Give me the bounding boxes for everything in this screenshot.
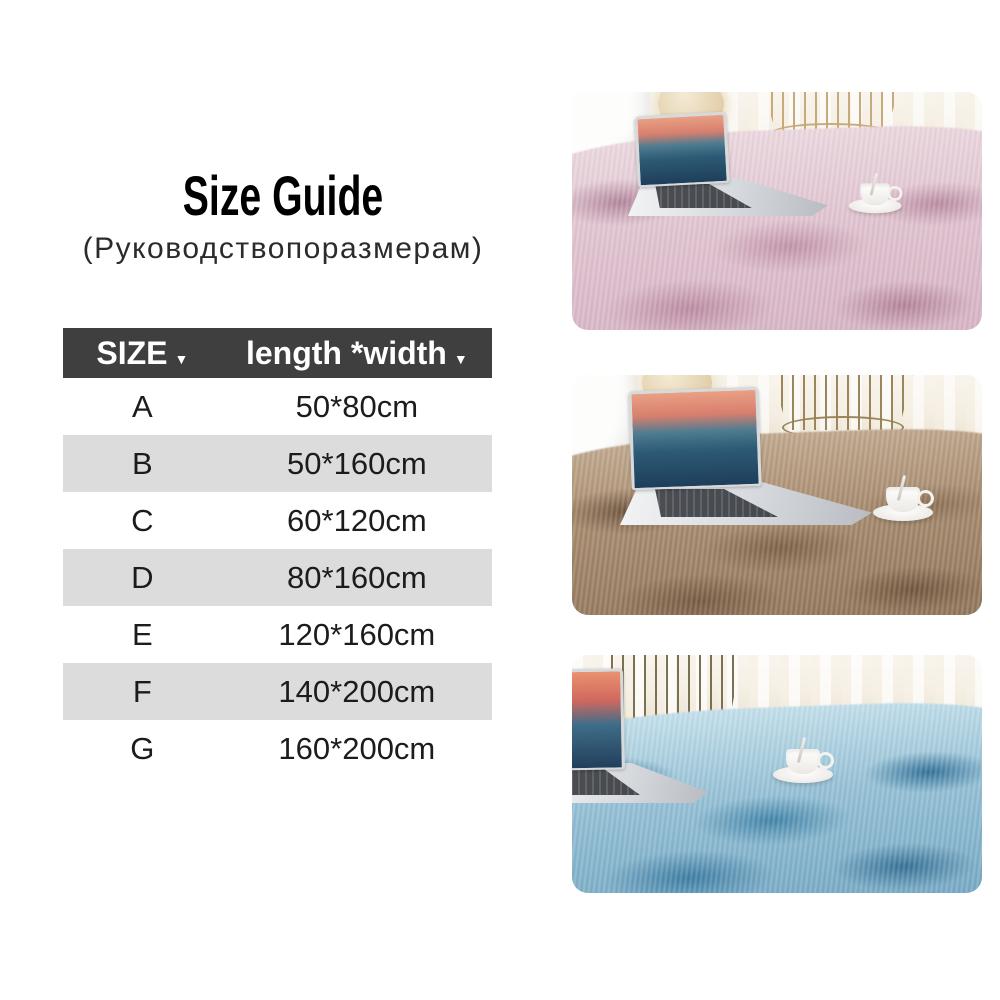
page-title: Size Guide [182,164,384,227]
cup-handle [887,186,902,201]
size-cell: F [132,673,152,709]
size-table-header [63,328,492,378]
dimensions-cell: 50*80cm [295,388,419,424]
table-row [63,492,492,549]
page-subtitle: (Руководствопоразмерам) [82,232,484,265]
size-table [63,328,492,777]
size-cell: C [131,502,154,538]
dimensions-cell: 80*160cm [287,559,427,595]
dimensions-cell: 120*160cm [278,616,436,652]
column-header-size-label: SIZE [96,334,168,371]
size-cell: E [132,616,153,652]
dimensions-cell: 160*200cm [278,730,436,766]
size-cell: G [130,730,155,766]
laptop-screen [572,668,625,770]
size-cell: D [131,559,154,595]
table-row [63,549,492,606]
size-cell: A [132,388,153,424]
cup-body [786,749,820,774]
product-photo-pink-rug [572,92,982,330]
coffee-cup-illustration [868,475,940,521]
table-row [63,606,492,663]
title-block [28,164,538,266]
product-photo-blue-rug [572,655,982,893]
column-header-size [63,335,222,372]
coffee-cup-illustration [844,173,907,213]
laptop-screen [634,112,730,188]
coffee-cup-illustration [768,737,840,783]
table-row [63,378,492,435]
cup-handle [817,752,834,769]
sort-down-icon: ▼ [174,351,189,367]
column-header-dimensions-label: length *width [245,334,447,371]
cup-body [886,487,920,512]
dimensions-cell: 140*200cm [278,673,436,709]
laptop-illustration [626,389,886,539]
table-row [63,720,492,777]
cup-handle [917,490,934,507]
size-cell: B [132,445,153,481]
laptop-screen [628,387,761,490]
product-photo-brown-rug [572,375,982,615]
dimensions-cell: 50*160cm [287,445,427,481]
laptop-illustration [632,114,852,234]
sort-down-icon: ▼ [453,351,468,367]
cup-body [860,183,890,205]
dimensions-cell: 60*120cm [287,502,427,538]
table-row [63,663,492,720]
laptop-illustration [572,669,722,819]
table-row [63,435,492,492]
column-header-dimensions [222,335,492,372]
size-table-body [63,378,492,777]
